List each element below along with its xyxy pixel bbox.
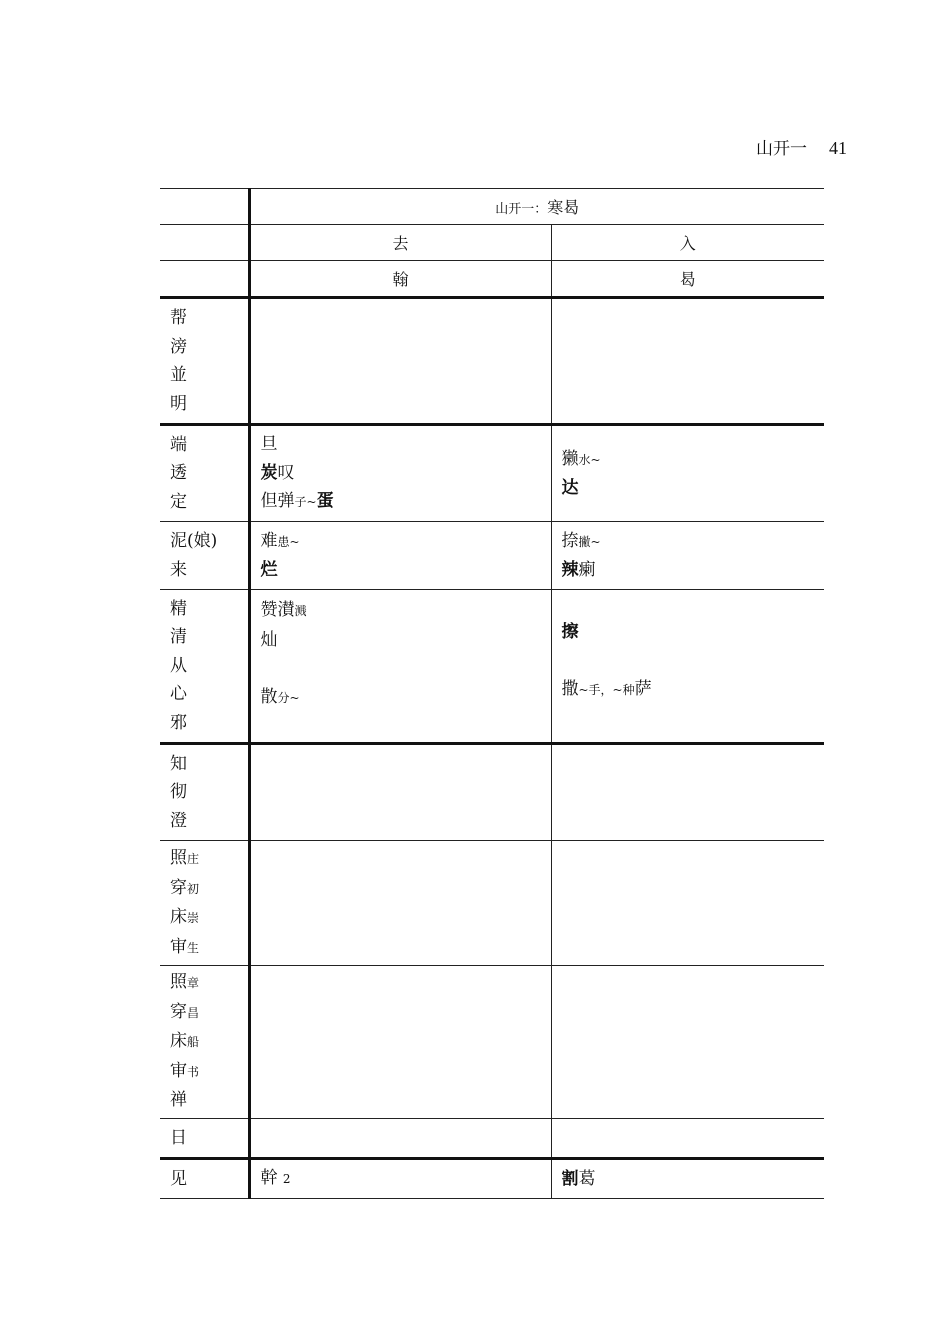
- row-label-zhi: 知 彻 澄: [160, 744, 249, 841]
- cell-ri-qu: [249, 1119, 551, 1159]
- cell-duan-ru: 獭水~ 达: [551, 425, 824, 522]
- cell-duan-qu: 旦 炭叹 但弹子~蛋: [249, 425, 551, 522]
- row-label-ri: 日: [160, 1119, 249, 1159]
- table-row-jian: [160, 1159, 824, 1199]
- table-title-main: 寒曷: [547, 198, 580, 217]
- table-row-zhi: [160, 744, 824, 841]
- cell-zhi-qu: [249, 744, 551, 841]
- row-label-zhuang: 照庄 穿初 床崇 审生: [160, 841, 249, 966]
- cell-jing-ru: 擦 撒~手，~种萨: [551, 590, 824, 744]
- cell-bang-ru: [551, 298, 824, 425]
- cell-ri-ru: [551, 1119, 824, 1159]
- tone-header-row: [160, 225, 824, 261]
- tone-qu: 去: [249, 225, 551, 261]
- cell-ni-ru: 捺撇~ 辣瘌: [551, 522, 824, 590]
- row-label-bang: 帮 滂 並 明: [160, 298, 249, 425]
- rhyme-ru: 曷: [551, 261, 824, 298]
- cell-zhi-ru: [551, 744, 824, 841]
- table-title-row: [160, 189, 824, 225]
- cell-jian-ru: 割葛: [551, 1159, 824, 1199]
- cell-jian-qu: 幹 2: [249, 1159, 551, 1199]
- row-label-jian: 见: [160, 1159, 249, 1199]
- table-row-jing: [160, 590, 824, 744]
- rhyme-table: [160, 188, 824, 1199]
- cell-zhuang-ru: [551, 841, 824, 966]
- rhyme-header-row: [160, 261, 824, 298]
- table-row-duan: [160, 425, 824, 522]
- running-head: [756, 134, 847, 159]
- table-title: [249, 189, 824, 225]
- page-number: 41: [829, 138, 847, 158]
- cell-bang-qu: [249, 298, 551, 425]
- row-label-duan: 端 透 定: [160, 425, 249, 522]
- tone-ru: 入: [551, 225, 824, 261]
- cell-jing-qu: 赞濽溅 灿 散分~: [249, 590, 551, 744]
- cell-zhang-ru: [551, 966, 824, 1119]
- table-row-zhuang: [160, 841, 824, 966]
- section-label: 山开一: [756, 139, 807, 159]
- row-label-jing: 精 清 从 心 邪: [160, 590, 249, 744]
- table-title-prefix: 山开一：: [495, 202, 548, 217]
- row-label-zhang: 照章 穿昌 床船 审书 禅: [160, 966, 249, 1119]
- cell-zhuang-qu: [249, 841, 551, 966]
- rhyme-qu: 翰: [249, 261, 551, 298]
- cell-ni-qu: 难患~ 烂: [249, 522, 551, 590]
- row-label-ni: 泥(娘) 来: [160, 522, 249, 590]
- table-row-bang: [160, 298, 824, 425]
- table-row-zhang: [160, 966, 824, 1119]
- table-row-ni: [160, 522, 824, 590]
- cell-zhang-qu: [249, 966, 551, 1119]
- table-row-ri: [160, 1119, 824, 1159]
